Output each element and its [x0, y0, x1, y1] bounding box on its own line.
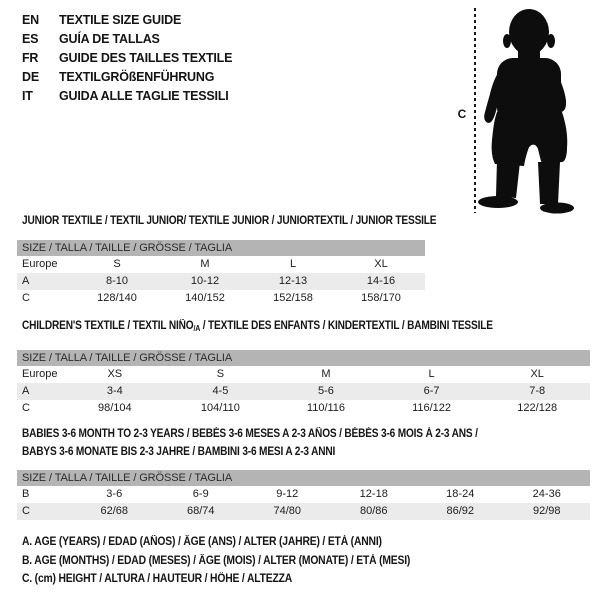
size-cell: 6-9 — [192, 488, 209, 500]
row-label-cell: A — [17, 383, 62, 400]
language-code: FR — [22, 51, 39, 65]
language-title: GUIDE DES TAILLES TEXTILE — [59, 51, 233, 65]
language-header — [22, 11, 232, 106]
size-cell: S — [113, 258, 121, 270]
junior-table-section — [17, 215, 437, 310]
language-code: DE — [22, 70, 39, 84]
size-cell: L — [289, 258, 297, 270]
babies-table-title-line1: BABIES 3-6 MONTH TO 2-3 YEARS / BEBÉS 3-6 MESES A 2-3 AÑOS / BÉBÉS 3-6 MOIS À 2-3 ANS / — [22, 428, 478, 440]
size-cell: 68/74 — [158, 503, 245, 520]
junior-size-table — [17, 256, 425, 307]
size-cell: XS — [107, 368, 123, 380]
size-cell: 9-12 — [276, 488, 299, 500]
size-cell: 74/80 — [244, 503, 331, 520]
size-cell: 4-5 — [168, 383, 274, 400]
size-cell: 12-13 — [249, 273, 337, 290]
row-label-cell: C — [22, 292, 30, 304]
size-cell: 6-7 — [379, 383, 485, 400]
children-table-title: CHILDREN'S TEXTILE / TEXTIL $NIÑO_{/A}$ / TEXTILE DES ENFANTS / KINDERTEXTIL / BAMBINI TESSILE — [22, 320, 493, 333]
language-row — [22, 30, 232, 49]
table-row — [17, 503, 590, 520]
size-cell: 3-4 — [62, 383, 168, 400]
footer-notes — [22, 533, 453, 589]
language-row — [22, 68, 232, 87]
size-cell: 12-18 — [359, 488, 388, 500]
toddler-silhouette-image — [478, 6, 578, 216]
row-label-cell: C — [17, 503, 71, 520]
table-row — [17, 256, 425, 273]
size-header-bar: SIZE / TALLA / TAILLE / GRÖSSE / TAGLIA — [17, 240, 425, 256]
size-cell: 62/68 — [71, 503, 158, 520]
language-title: GUÍA DE TALLAS — [59, 32, 160, 46]
language-code: EN — [22, 13, 39, 27]
size-cell: 92/98 — [504, 503, 591, 520]
babies-size-table — [17, 486, 590, 520]
size-cell: 122/128 — [517, 402, 558, 414]
size-cell: 140/152 — [185, 292, 225, 304]
language-title: GUIDA ALLE TAGLIE TESSILI — [59, 89, 229, 103]
junior-table-title: JUNIOR TEXTILE / TEXTIL JUNIOR/ TEXTILE JUNIOR / JUNIORTEXTIL / JUNIOR TESSILE — [22, 215, 437, 227]
size-cell: 18-24 — [446, 488, 475, 500]
size-cell: 116/122 — [412, 402, 452, 414]
row-label-cell: A — [17, 273, 73, 290]
language-title: TEXTILE SIZE GUIDE — [59, 13, 182, 27]
table-row — [17, 366, 590, 383]
nino-subscript: /A — [193, 324, 201, 333]
size-cell: 128/140 — [97, 292, 137, 304]
row-label-cell: C — [22, 402, 30, 414]
table-row — [17, 290, 425, 307]
table-row — [17, 400, 590, 417]
language-row — [22, 87, 232, 106]
row-label-cell: B — [22, 488, 30, 500]
size-header-bar: SIZE / TALLA / TAILLE / GRÖSSE / TAGLIA — [17, 350, 590, 366]
language-code: ES — [22, 32, 39, 46]
table-row — [17, 273, 425, 290]
babies-table-section — [17, 428, 590, 523]
language-title: TEXTILGRÖßENFÜHRUNG — [59, 70, 215, 84]
size-cell: 86/92 — [417, 503, 504, 520]
size-cell: 10-12 — [161, 273, 249, 290]
note-line-a: A. AGE (YEARS) / EDAD (AÑOS) / ÂGE (ANS) / ALTER (JAHRE) / ETÀ (ANNI) — [22, 536, 382, 548]
row-label-cell: Europe — [22, 258, 58, 270]
size-cell: 7-8 — [484, 383, 590, 400]
size-cell: 5-6 — [273, 383, 379, 400]
size-cell: 14-16 — [337, 273, 425, 290]
language-row — [22, 49, 232, 68]
row-label-cell: Europe — [22, 368, 58, 380]
children-size-table — [17, 366, 590, 417]
size-cell: 8-10 — [73, 273, 161, 290]
table-row — [17, 383, 590, 400]
size-cell: 104/110 — [200, 402, 240, 414]
table-row — [17, 486, 590, 503]
size-cell: 98/104 — [97, 402, 132, 414]
note-line-b: B. AGE (MONTHS) / EDAD (MESES) / ÂGE (MOIS) / ALTER (MONATE) / ETÀ (MESI) — [22, 554, 411, 567]
height-label-c: C — [457, 107, 467, 121]
size-cell: M — [200, 258, 210, 270]
language-code: IT — [22, 89, 33, 103]
size-header-bar: SIZE / TALLA / TAILLE / GRÖSSE / TAGLIA — [17, 470, 590, 486]
size-cell: 80/86 — [331, 503, 418, 520]
size-cell: XL — [374, 258, 388, 270]
size-cell: M — [321, 368, 331, 380]
size-cell: L — [428, 368, 435, 380]
note-line-c: C. (cm) HEIGHT / ALTURA / HAUTEUR / HÖHE / ALTEZZA — [22, 573, 293, 585]
size-cell: 24-36 — [532, 488, 561, 500]
size-cell: 152/158 — [273, 292, 313, 304]
size-cell: 3-6 — [106, 488, 123, 500]
height-dashed-line — [474, 8, 476, 213]
language-row — [22, 11, 232, 30]
babies-table-title-line2: BABYS 3-6 MONATE BIS 2-3 JAHRE / BAMBINI 3-6 MESI A 2-3 ANNI — [22, 446, 336, 458]
size-cell: XL — [530, 368, 544, 380]
size-cell: 158/170 — [361, 292, 401, 304]
size-cell: S — [216, 368, 225, 380]
size-cell: 110/116 — [306, 402, 346, 414]
children-table-section — [17, 320, 590, 420]
